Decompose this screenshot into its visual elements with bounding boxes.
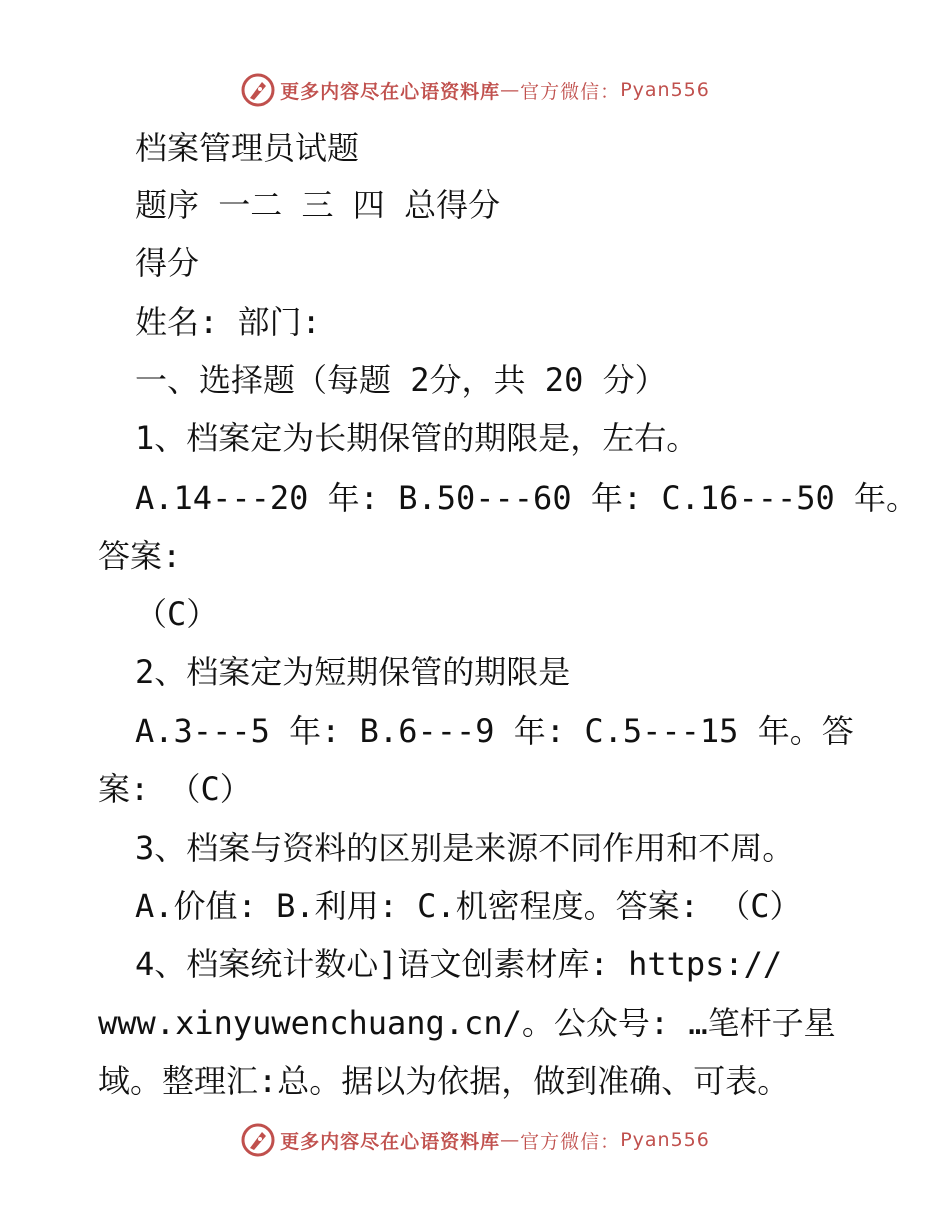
footer-watermark [0,1120,950,1160]
pen-nib-icon [240,1122,276,1158]
question-1-answer-label: 答案: [98,537,182,575]
question-4-end: 域。整理汇:总。据以为依据，做到准确、可表。 [98,1062,790,1100]
question-4: 4、档案统计数心]语文创素材库: https:// [135,945,783,983]
question-1: 1、档案定为长期保管的期限是，左右。 [135,419,699,457]
question-4-continued: www.xinyuwenchuang.cn/。公众号: …笔杆子星 [98,1004,836,1042]
watermark-main-text: 更多内容尽在心语资料库 [280,80,501,103]
pen-nib-icon [240,72,276,108]
score-row-label: 得分 [135,244,200,282]
section-heading: 一、选择题（每题 2分，共 20 分） [135,361,667,399]
watermark-sub-text: 官方微信： [520,80,621,103]
watermark-dash: — [500,79,521,101]
watermark-main-text: 更多内容尽在心语资料库 [280,1130,501,1153]
score-table-header: 题序 一二 三 四 总得分 [135,186,501,224]
watermark-wechat-id: Pyan556 [620,1129,710,1151]
watermark-dash: — [500,1129,521,1151]
document-title: 档案管理员试题 [135,129,360,167]
question-3-options: A.价值: B.利用: C.机密程度。答案: （C） [135,887,802,925]
question-1-options: A.14---20 年: B.50---60 年: C.16---50 年。 [135,479,919,517]
question-2: 2、档案定为短期保管的期限是 [135,653,571,691]
question-2-answer: 案: （C） [98,770,252,808]
name-department-line: 姓名: 部门: [135,303,321,341]
question-1-answer: （C） [135,595,219,633]
question-2-options: A.3---5 年: B.6---9 年: C.5---15 年。答 [135,712,854,750]
header-watermark [0,70,950,110]
watermark-sub-text: 官方微信： [520,1130,621,1153]
watermark-wechat-id: Pyan556 [620,79,710,101]
question-3: 3、档案与资料的区别是来源不同作用和不周。 [135,829,795,867]
